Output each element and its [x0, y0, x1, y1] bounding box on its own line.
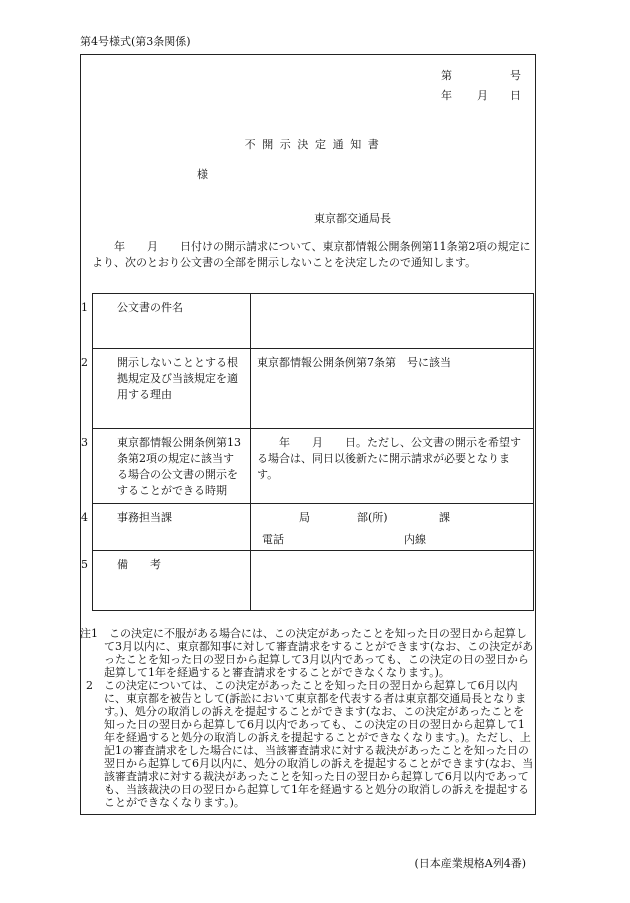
row-value-disclosure-time: 年 月 日。ただし、公文書の開示を希望する場合は、同日以後新たに開示請求が必要となります。 [251, 429, 534, 504]
bu-label: 部(所) [357, 511, 388, 524]
table-row [93, 294, 534, 349]
number-label-go: 号 [510, 69, 521, 82]
table-row [93, 551, 534, 611]
row-label-remarks: 5 備 考 [93, 551, 251, 611]
row-label-disclosure-time: 3 東京都情報公開条例第13条第2項の規定に該当する場合の公文書の開示をすることができる時期 [93, 429, 251, 504]
row-label-basis: 2 開示しないこととする根拠規定及び当該規定を適用する理由 [93, 349, 251, 429]
ka-label: 課 [439, 511, 450, 524]
tel-label: 電話 [262, 533, 284, 546]
note-1: 注1 この決定に不服がある場合には、この決定があったことを知った日の翌日から起算して3月以内に、東京都知事に対して審査請求をすることができます(なお、この決定があったことを知った日の翌日から起算して3月以内であっても、この決定の日の翌日から起算して1年を経過すると審査請求をすることができなくなります。)。 [80, 627, 534, 679]
table-row [93, 349, 534, 429]
addressee-suffix: 様 [197, 168, 208, 181]
row-label-department: 4 事務担当課 [93, 504, 251, 551]
kyoku-label: 局 [299, 511, 310, 524]
number-label-dai: 第 [441, 69, 452, 82]
row-value-department [251, 504, 534, 551]
note-1-number: 注1 [80, 627, 98, 640]
note-2-number: 2 [86, 679, 93, 692]
footer-standard: (日本産業規格A列4番) [414, 857, 526, 870]
table-row [93, 504, 534, 551]
naisen-label: 内線 [404, 533, 426, 546]
intro-paragraph: 年 月 日付けの開示請求について、東京都情報公開条例第11条第2項の規定により、次のとおり公文書の全部を開示しないことを決定したので通知します。 [92, 240, 531, 269]
row-value-remarks [251, 551, 534, 611]
date-year-label: 年 [441, 89, 452, 102]
sender-name: 東京都交通局長 [314, 212, 391, 225]
info-table [81, 293, 534, 611]
note-2: 2 この決定については、この決定があったことを知った日の翌日から起算して6月以内に、東京都を被告として(訴訟において東京都を代表する者は東京都交通局長となります。)、処分の取消しの訴えを提起することができます(なお、この決定があったことを知った日の翌日から起算して6月以内であっても、この決定の日の翌日から起算して1年を経過すると処分の取消しの訴えを提起することができなくなります。)。ただし、上記1の審査請求をした場合には、当該審査請求に対する裁決があったことを知った日の翌日から起算して6月以内に、処分の取消しの訴えを提起することができます(なお、当該審査請求に対する裁決があったことを知った日の翌日から起算して6月以内であっても、当該裁決の日の翌日から起算して1年を経過すると処分の取消しの訴えを提起することができなくなります。)。 [86, 679, 534, 809]
row-label-subject: 1 公文書の件名 [93, 294, 251, 349]
form-label: 第4号様式(第3条関係) [80, 35, 191, 48]
notes-section [80, 627, 535, 809]
row-value-subject [251, 294, 534, 349]
date-day-label: 日 [510, 89, 521, 102]
table-row [93, 429, 534, 504]
document-title: 不開示決定通知書 [244, 138, 386, 151]
row-value-basis: 東京都情報公開条例第7条第 号に該当 [251, 349, 534, 429]
date-month-label: 月 [477, 89, 488, 102]
